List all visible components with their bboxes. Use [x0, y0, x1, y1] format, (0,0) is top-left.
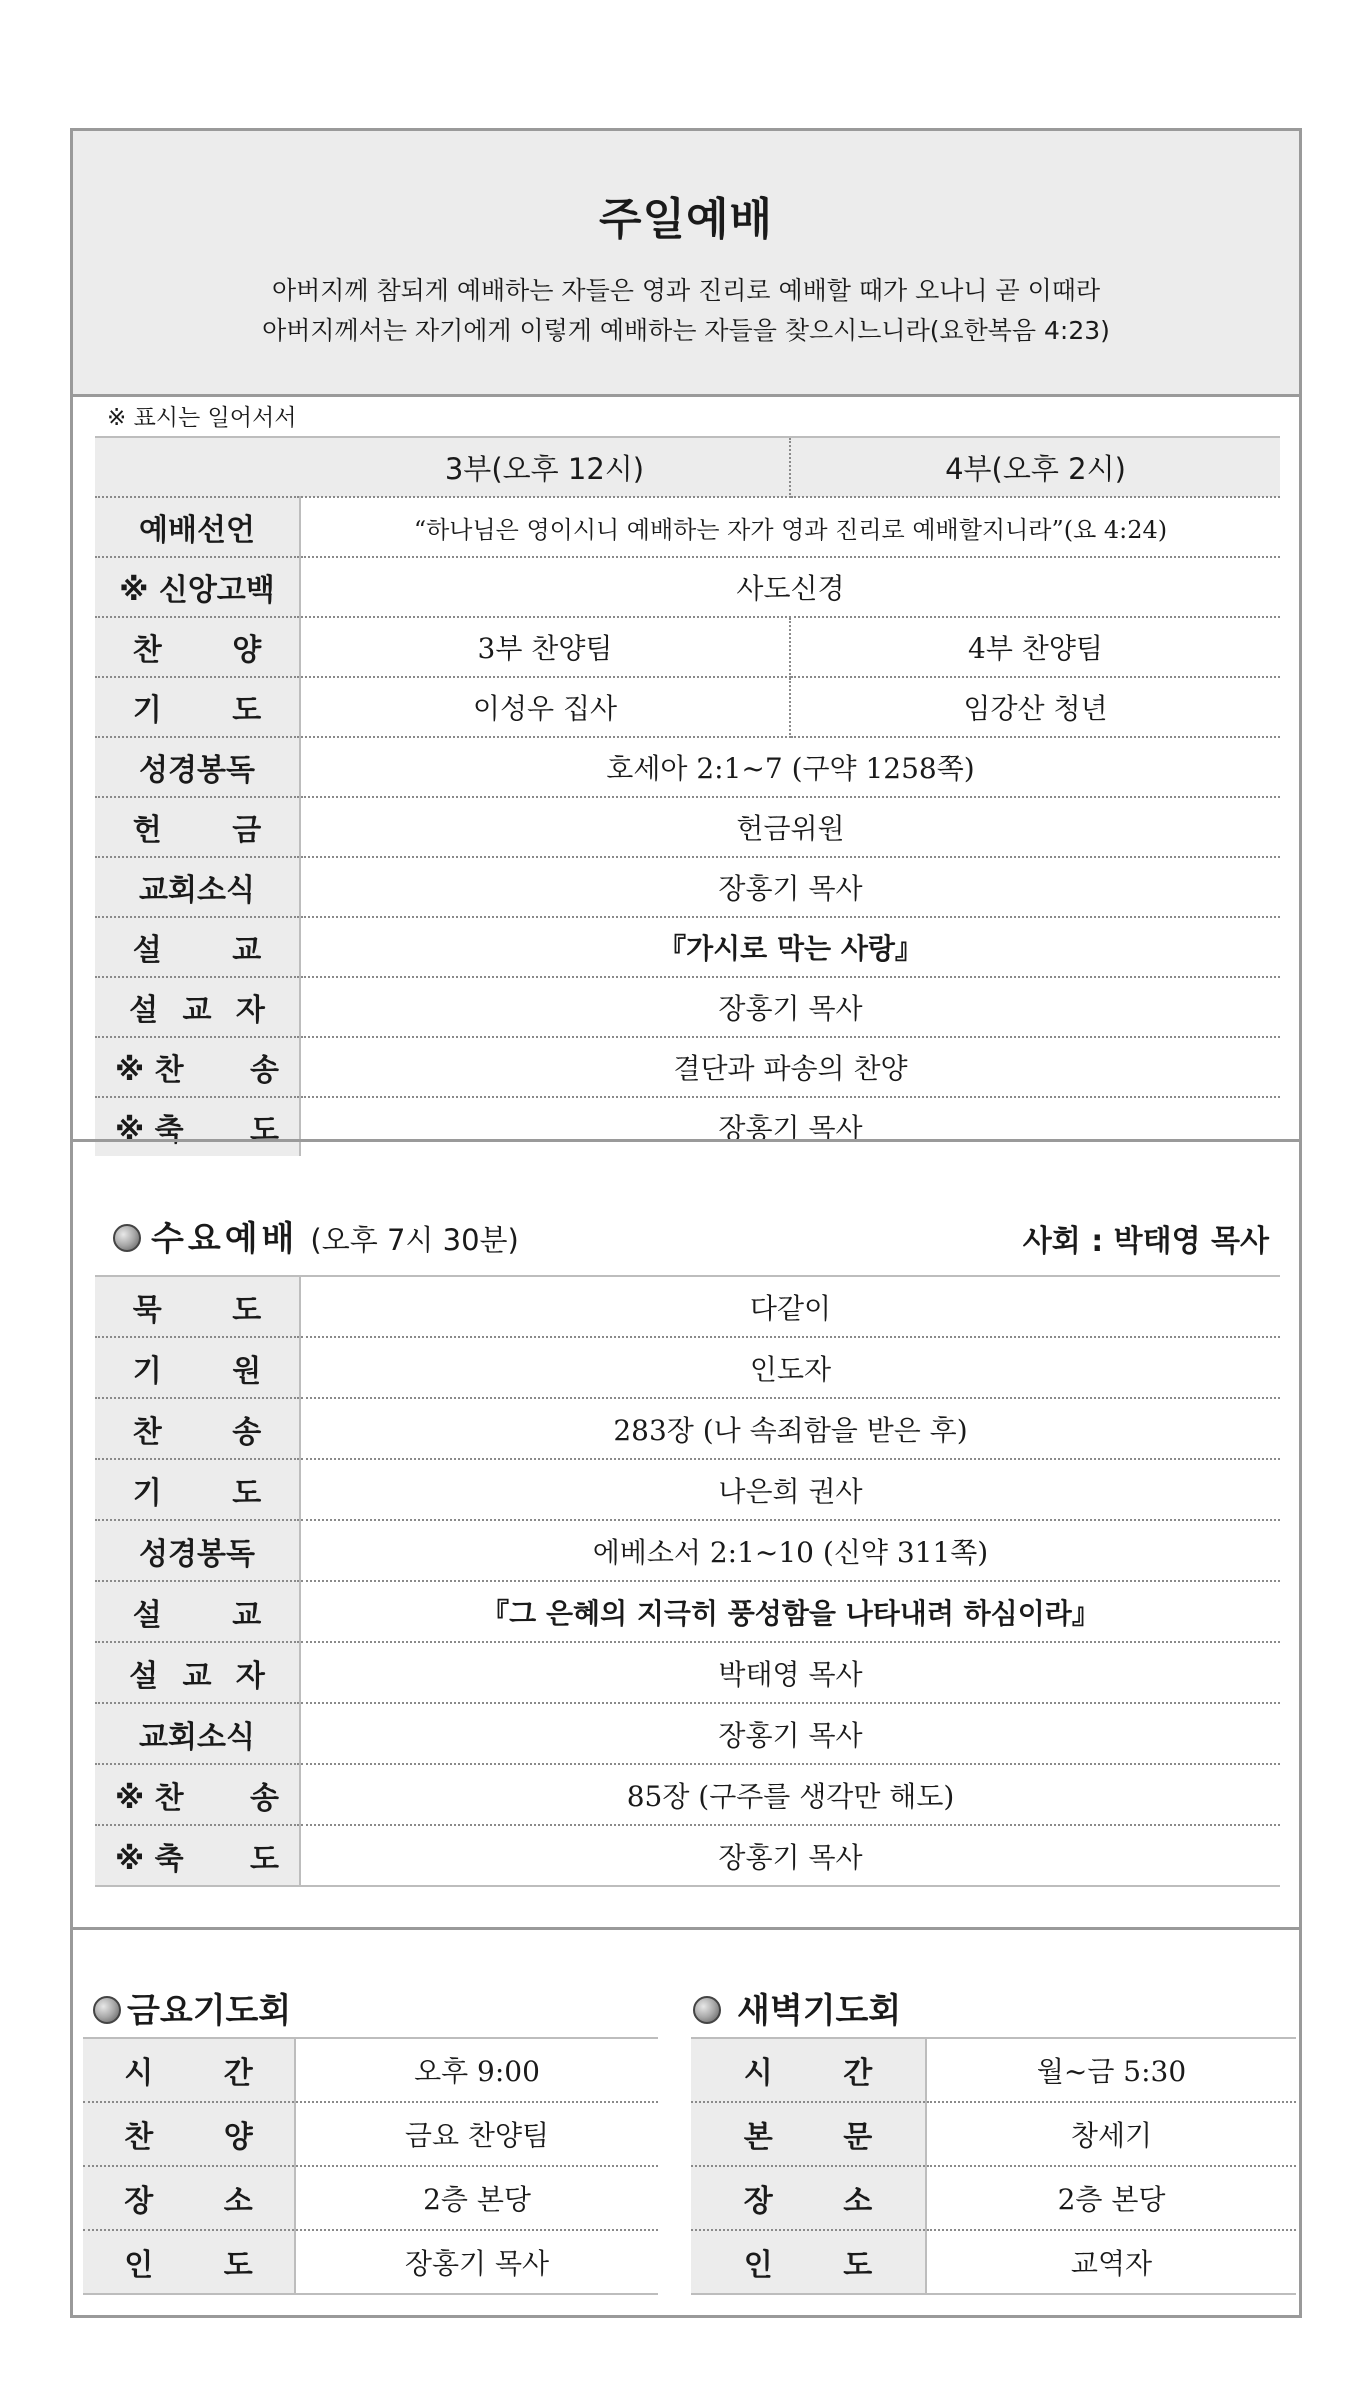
row-value: 2층 본당	[295, 2166, 658, 2230]
label-text: 기 도	[132, 693, 262, 728]
row-value-3bu: 이성우 집사	[300, 677, 790, 737]
standing-note: ※ 표시는 일어서서	[107, 405, 297, 431]
row-label	[95, 737, 300, 797]
row-label: 성경봉독	[95, 1520, 300, 1581]
row-label: 찬 송	[95, 1398, 300, 1459]
row-label: 묵 도	[95, 1276, 300, 1337]
row-value: 박태영 목사	[300, 1642, 1280, 1703]
label-text: 설 교 자	[129, 993, 265, 1028]
table-row	[95, 857, 1280, 917]
sunday-header	[73, 131, 1299, 397]
table-row	[95, 497, 1280, 557]
table-row	[95, 797, 1280, 857]
row-value: 장홍기 목사	[300, 977, 1280, 1037]
row-label	[95, 917, 300, 977]
table-row	[95, 1037, 1280, 1097]
wednesday-order-table	[95, 1275, 1280, 1887]
wednesday-title: 수요예배	[151, 1219, 299, 1259]
row-value: 2층 본당	[926, 2166, 1296, 2230]
row-value: 결단과 파송의 찬양	[300, 1037, 1280, 1097]
table-row	[95, 1764, 1280, 1825]
row-label	[95, 797, 300, 857]
sermon-title	[300, 1581, 1280, 1642]
row-value: 월~금 5:30	[926, 2038, 1296, 2102]
label-text: 축 도	[154, 1113, 280, 1148]
row-value-3bu: 3부 찬양팀	[300, 617, 790, 677]
row-value: “하나님은 영이시니 예배하는 자가 영과 진리로 예배할지니라”(요 4:24)	[300, 497, 1280, 557]
row-label: 찬 양	[83, 2102, 295, 2166]
standing-mark: ※	[114, 1841, 145, 1877]
label-text: 찬 송	[154, 1053, 280, 1088]
row-label	[95, 1825, 300, 1886]
label-text: 예배선언	[139, 513, 255, 548]
friday-table	[83, 2037, 658, 2295]
standing-mark: ※	[114, 1053, 145, 1088]
row-label: 시 간	[83, 2038, 295, 2102]
table-row	[95, 917, 1280, 977]
sunday-order-table	[95, 436, 1280, 1156]
section-divider	[73, 1139, 1299, 1142]
verse-line-2: 아버지께서는 자기에게 이렇게 예배하는 자들을 찾으시느니라(요한복음 4:23)	[262, 316, 1110, 345]
row-value: 장홍기 목사	[300, 1825, 1280, 1886]
row-label: 시 간	[691, 2038, 926, 2102]
verse-line-1: 아버지께 참되게 예배하는 자들은 영과 진리로 예배할 때가 오나니 곧 이때라	[271, 276, 1101, 305]
label-text: 찬 송	[154, 1780, 280, 1816]
row-label	[95, 977, 300, 1037]
table-row	[95, 677, 1280, 737]
label-text: 설 교	[132, 933, 262, 968]
row-value: 다같이	[300, 1276, 1280, 1337]
table-row	[95, 1825, 1280, 1886]
table-row	[95, 1398, 1280, 1459]
table-row	[95, 1337, 1280, 1398]
row-label: 장 소	[83, 2166, 295, 2230]
circle-bullet-icon	[93, 1996, 121, 2024]
row-label: 본 문	[691, 2102, 926, 2166]
table-row	[95, 1581, 1280, 1642]
friday-heading	[93, 1983, 291, 2032]
row-label: 인 도	[83, 2230, 295, 2294]
wednesday-time: (오후 7시 30분)	[310, 1223, 519, 1257]
label-text: 교회소식	[139, 873, 255, 908]
bulletin-frame	[70, 128, 1302, 2318]
circle-bullet-icon	[113, 1224, 141, 1252]
sunday-verse	[73, 271, 1299, 351]
row-label	[95, 1037, 300, 1097]
row-label: 기 원	[95, 1337, 300, 1398]
table-row	[95, 737, 1280, 797]
table-row	[691, 2230, 1296, 2294]
dawn-title: 새벽기도회	[737, 1991, 902, 2031]
row-value: 호세아 2:1~7 (구약 1258쪽)	[300, 737, 1280, 797]
row-value: 에베소서 2:1~10 (신약 311쪽)	[300, 1520, 1280, 1581]
row-value: 교역자	[926, 2230, 1296, 2294]
table-row	[691, 2166, 1296, 2230]
row-label: 기 도	[95, 1459, 300, 1520]
row-value: 헌금위원	[300, 797, 1280, 857]
row-value: 85장 (구주를 생각만 해도)	[300, 1764, 1280, 1825]
row-label	[95, 617, 300, 677]
row-value: 나은희 권사	[300, 1459, 1280, 1520]
table-row	[95, 1703, 1280, 1764]
dawn-heading	[693, 1983, 901, 2032]
label-text: 성경봉독	[139, 753, 255, 788]
row-value: 오후 9:00	[295, 2038, 658, 2102]
row-value-4bu: 임강산 청년	[790, 677, 1280, 737]
wednesday-heading	[113, 1211, 519, 1260]
row-label: 장 소	[691, 2166, 926, 2230]
label-text: 신앙고백	[158, 573, 275, 608]
row-label	[95, 497, 300, 557]
row-value: 금요 찬양팀	[295, 2102, 658, 2166]
standing-mark: ※	[119, 573, 149, 608]
table-row	[83, 2166, 658, 2230]
row-value: 장홍기 목사	[300, 857, 1280, 917]
sermon-title-text: 『가시로 막는 사랑』	[658, 932, 923, 965]
label-text: 헌 금	[132, 813, 262, 848]
table-row	[691, 2102, 1296, 2166]
row-value: 장홍기 목사	[718, 1112, 863, 1145]
row-value: 창세기	[926, 2102, 1296, 2166]
row-label	[95, 1097, 300, 1156]
standing-mark: ※	[114, 1113, 145, 1148]
sermon-title-text: 『그 은혜의 지극히 풍성함을 나타내려 하심이라』	[481, 1596, 1100, 1630]
row-value: 283장 (나 속죄함을 받은 후)	[300, 1398, 1280, 1459]
header-4bu: 4부(오후 2시)	[790, 437, 1280, 497]
wednesday-leader: 사회 : 박태영 목사	[1022, 1224, 1269, 1259]
row-label: 설 교 자	[95, 1642, 300, 1703]
table-row	[95, 977, 1280, 1037]
table-row	[95, 1642, 1280, 1703]
table-row	[95, 1276, 1280, 1337]
row-label: 교회소식	[95, 1703, 300, 1764]
row-label: 인 도	[691, 2230, 926, 2294]
table-row	[95, 617, 1280, 677]
row-label	[95, 557, 300, 617]
table-row	[83, 2230, 658, 2294]
row-label	[95, 677, 300, 737]
sunday-column-header	[95, 437, 1280, 497]
row-label	[95, 857, 300, 917]
label-text: 찬 양	[132, 633, 262, 668]
circle-bullet-icon	[693, 1996, 721, 2024]
table-row	[83, 2038, 658, 2102]
header-3bu: 3부(오후 12시)	[300, 437, 790, 497]
label-text: 축 도	[154, 1841, 280, 1877]
friday-title: 금요기도회	[127, 1991, 292, 2031]
table-row	[95, 1097, 1280, 1156]
table-row	[95, 1520, 1280, 1581]
dawn-table	[691, 2037, 1296, 2295]
table-row	[83, 2102, 658, 2166]
row-value: 인도자	[300, 1337, 1280, 1398]
row-value: 장홍기 목사	[300, 1703, 1280, 1764]
table-row	[95, 557, 1280, 617]
row-label	[95, 1764, 300, 1825]
header-blank	[95, 437, 300, 497]
sermon-title	[300, 917, 1280, 977]
row-label: 설 교	[95, 1581, 300, 1642]
row-value: 장홍기 목사	[295, 2230, 658, 2294]
sunday-title: 주일예배	[598, 194, 773, 245]
section-divider	[73, 1927, 1299, 1930]
table-row	[691, 2038, 1296, 2102]
table-row	[95, 1459, 1280, 1520]
row-value-4bu: 4부 찬양팀	[790, 617, 1280, 677]
row-value: 사도신경	[300, 557, 1280, 617]
standing-mark: ※	[114, 1780, 145, 1816]
